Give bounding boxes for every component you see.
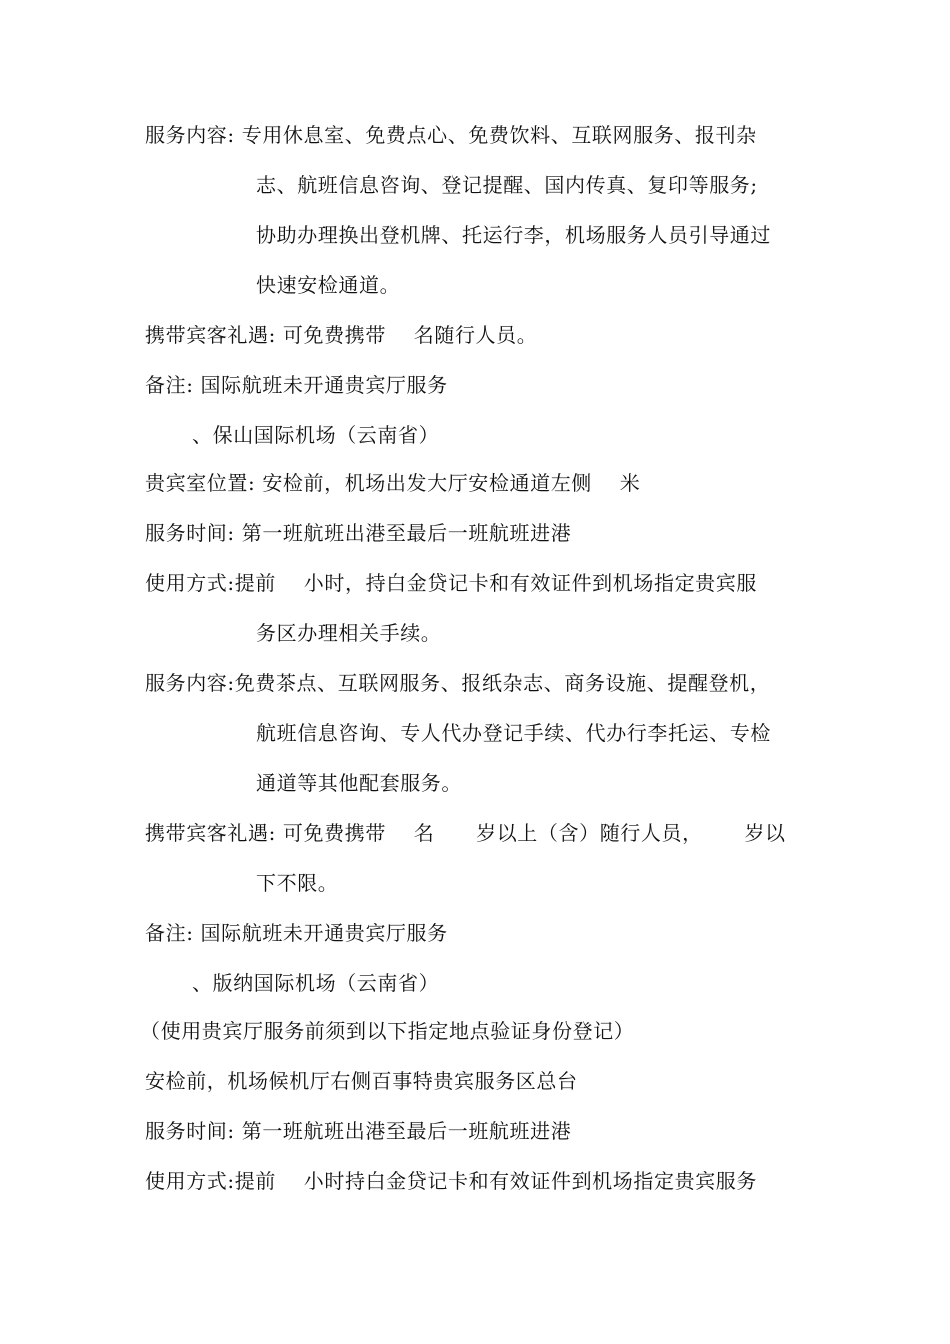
lounge-location-line — [0, 466, 950, 500]
usage-method-text: 提前 小时，持白金贷记卡和有效证件到机场指定贵宾服 — [234, 571, 757, 595]
section-title-baoshan: 、保山国际机场（云南省） — [192, 423, 440, 447]
service-content-continuation: 通道等其他配套服务。 — [256, 771, 462, 795]
service-content-continuation: 快速安检通道。 — [256, 273, 401, 297]
service-content-line — [0, 666, 950, 700]
guest-courtesy-text: 可免费携带 名随行人员。 — [282, 323, 538, 347]
service-content-continuation: 志、航班信息咨询、登记提醒、国内传真、复印等服务; — [256, 173, 758, 197]
service-hours-label: 服务时间: — [145, 521, 235, 545]
guest-courtesy-text: 可免费携带 名 岁以上（含）随行人员， 岁以 — [282, 821, 786, 845]
note-label: 备注: — [145, 921, 194, 945]
usage-method-line — [0, 566, 950, 600]
usage-method-line — [0, 1164, 950, 1198]
usage-method-label: 使用方式: — [145, 1169, 235, 1193]
service-hours-text: 第一班航班出港至最后一班航班进港 — [241, 521, 572, 545]
note-label: 备注: — [145, 373, 194, 397]
note-text: 国际航班未开通贵宾厅服务 — [200, 921, 448, 945]
service-hours-line — [0, 516, 950, 550]
service-hours-line — [0, 1114, 950, 1148]
usage-method-label: 使用方式: — [145, 571, 235, 595]
verification-notice: （使用贵宾厅服务前须到以下指定地点验证身份登记） — [140, 1019, 635, 1043]
service-content-text: 免费茶点、互联网服务、报纸杂志、商务设施、提醒登机， — [234, 671, 771, 695]
service-content-line — [0, 118, 950, 152]
usage-method-text: 提前 小时持白金贷记卡和有效证件到机场指定贵宾服务 — [234, 1169, 757, 1193]
note-line — [0, 368, 950, 402]
guest-courtesy-line — [0, 816, 950, 850]
note-line — [0, 916, 950, 950]
lounge-location-text: 安检前，机场候机厅右侧百事特贵宾服务区总台 — [145, 1069, 578, 1093]
service-content-text: 专用休息室、免费点心、免费饮料、互联网服务、报刊杂 — [241, 123, 757, 147]
service-hours-text: 第一班航班出港至最后一班航班进港 — [241, 1119, 572, 1143]
note-text: 国际航班未开通贵宾厅服务 — [200, 373, 448, 397]
guest-courtesy-line — [0, 318, 950, 352]
usage-method-continuation: 务区办理相关手续。 — [256, 621, 442, 645]
guest-courtesy-label: 携带宾客礼遇: — [145, 821, 276, 845]
service-content-label: 服务内容: — [145, 671, 235, 695]
service-content-label: 服务内容: — [145, 123, 235, 147]
lounge-location-label: 贵宾室位置: — [145, 471, 256, 495]
service-content-continuation: 协助办理换出登机牌、托运行李，机场服务人员引导通过 — [256, 223, 771, 247]
lounge-location-text: 安检前，机场出发大厅安检通道左侧 米 — [262, 471, 641, 495]
guest-courtesy-label: 携带宾客礼遇: — [145, 323, 276, 347]
service-hours-label: 服务时间: — [145, 1119, 235, 1143]
section-title-banna: 、版纳国际机场（云南省） — [192, 971, 440, 995]
guest-courtesy-continuation: 下不限。 — [256, 871, 339, 895]
service-content-continuation: 航班信息咨询、专人代办登记手续、代办行李托运、专检 — [256, 721, 771, 745]
